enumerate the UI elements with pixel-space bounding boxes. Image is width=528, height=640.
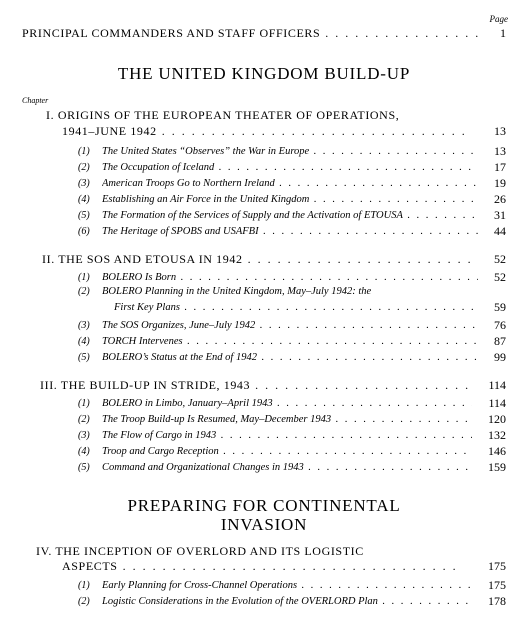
section-title: Early Planning for Cross-Channel Operations . . . [102,578,472,593]
chapter-title [36,544,364,559]
chapter-title-line1: THE SOS AND ETOUSA IN 1942 [58,252,243,266]
section-number: (2) [78,162,90,173]
section-page: 44 [494,224,506,238]
chapter-number: I. [46,108,55,122]
section-number: (1) [78,398,90,409]
toc-entry-section[interactable] [0,578,528,593]
section-number: (1) [78,580,90,591]
section-title: Establishing an Air Force in the United Kingdom . . . [102,192,478,207]
section-page: 99 [494,350,506,364]
chapter-title-line1: ORIGINS OF THE EUROPEAN THEATER OF OPERATIONS, [57,108,400,122]
chapter-page: 175 [488,559,506,573]
toc-entry-section[interactable] [0,300,528,315]
section-number: (5) [78,462,90,473]
section-number: (3) [78,430,90,441]
section-page: 52 [494,270,506,284]
toc-entry-page: 1 [500,26,506,40]
section-number: (3) [78,178,90,189]
toc-entry-section[interactable] [0,594,528,609]
section-title: TORCH Intervenes . . . [102,334,478,349]
section-page: 120 [488,412,506,426]
section-page: 26 [494,192,506,206]
toc-entry-chapter[interactable] [0,559,528,574]
toc-entry-section[interactable] [0,192,528,207]
chapter-page: 114 [488,378,506,392]
section-page: 178 [488,594,506,608]
toc-entry-front[interactable] [0,26,528,41]
toc-entry-section[interactable] [0,144,528,159]
toc-entry-section[interactable] [0,270,528,285]
toc-entry-chapter[interactable] [0,252,528,267]
section-number: (2) [78,414,90,425]
section-title: The Troop Build-up Is Resumed, May–December 1943 . . . [102,412,472,427]
chapter-number: IV. [36,544,52,558]
toc-entry-section[interactable] [0,176,528,191]
toc-entry-section[interactable] [0,460,528,475]
toc-entry-section[interactable] [0,208,528,223]
part-heading-line1: PREPARING FOR CONTINENTAL [127,496,401,515]
part-heading: THE UNITED KINGDOM BUILD-UP [117,64,411,83]
section-page: 17 [494,160,506,174]
section-title: BOLERO’s Status at the End of 1942 . . . [102,350,478,365]
section-number: (2) [78,286,90,297]
section-number: (1) [78,146,90,157]
section-title-line1: BOLERO Planning in the United Kingdom, May–July 1942: the [102,286,372,297]
section-number: (6) [78,226,90,237]
section-page: 87 [494,334,506,348]
toc-entry-section[interactable] [0,350,528,365]
section-title: American Troops Go to Northern Ireland . . . [102,176,478,191]
chapter-title [42,252,472,267]
section-title: Command and Organizational Changes in 1943 . . . [102,460,472,475]
section-title: Troop and Cargo Reception . . . [102,444,472,459]
section-page: 114 [488,396,506,410]
section-page: 175 [488,578,506,592]
section-page: 19 [494,176,506,190]
chapter-column-label: Chapter [22,96,49,105]
section-title: Logistic Considerations in the Evolution of the OVERLORD Plan . . . [102,594,472,609]
section-page: 31 [494,208,506,222]
section-number: (4) [78,446,90,457]
chapter-title [40,378,468,393]
toc-entry-section[interactable] [0,318,528,333]
section-title-line2: First Key Plans . . . [114,300,478,315]
toc-entry-section[interactable] [0,334,528,349]
toc-entry-section[interactable] [0,160,528,175]
section-page: 146 [488,444,506,458]
section-number: (4) [78,336,90,347]
section-number: (3) [78,320,90,331]
part-heading-line2: INVASION [220,515,308,534]
section-page: 59 [494,300,506,314]
section-title: The United States “Observes” the War in Europe . . . [102,144,478,159]
section-page: 13 [494,144,506,158]
section-title: The Flow of Cargo in 1943 . . . [102,428,472,443]
toc-entry-chapter[interactable] [0,378,528,393]
section-number: (2) [78,596,90,607]
section-title: BOLERO Is Born . . . [102,270,478,285]
toc-entry-section[interactable] [0,444,528,459]
chapter-title-line2: 1941–JUNE 1942 . . . [62,124,472,139]
section-page: 132 [488,428,506,442]
chapter-title-line2: ASPECTS . . . [62,559,462,574]
page-column-label: Page [489,14,508,24]
section-page: 76 [494,318,506,332]
section-title: The Occupation of Iceland . . . [102,160,478,175]
toc-entry-chapter[interactable] [0,124,528,139]
section-title: The SOS Organizes, June–July 1942 . . . [102,318,478,333]
section-number: (4) [78,194,90,205]
section-title: The Heritage of SPOBS and USAFBI . . . [102,224,478,239]
chapter-page: 13 [494,124,506,138]
chapter-title [46,108,399,123]
toc-entry-section[interactable] [0,412,528,427]
section-number: (1) [78,272,90,283]
chapter-title-line1: THE INCEPTION OF OVERLORD AND ITS LOGISTIC [55,544,364,558]
toc-entry-section[interactable] [0,428,528,443]
section-page: 159 [488,460,506,474]
section-title: The Formation of the Services of Supply and the Activation of ETOUSA . . . [102,208,478,223]
section-title: BOLERO in Limbo, January–April 1943 . . . [102,396,472,411]
chapter-title-line1: THE BUILD-UP IN STRIDE, 1943 [60,378,251,392]
toc-entry-title: PRINCIPAL COMMANDERS AND STAFF OFFICERS . . . [22,26,482,41]
toc-entry-section[interactable] [0,224,528,239]
chapter-page: 52 [494,252,506,266]
chapter-number: II. [42,252,55,266]
toc-entry-section[interactable] [0,396,528,411]
section-number: (5) [78,352,90,363]
chapter-number: III. [40,378,58,392]
section-number: (5) [78,210,90,221]
